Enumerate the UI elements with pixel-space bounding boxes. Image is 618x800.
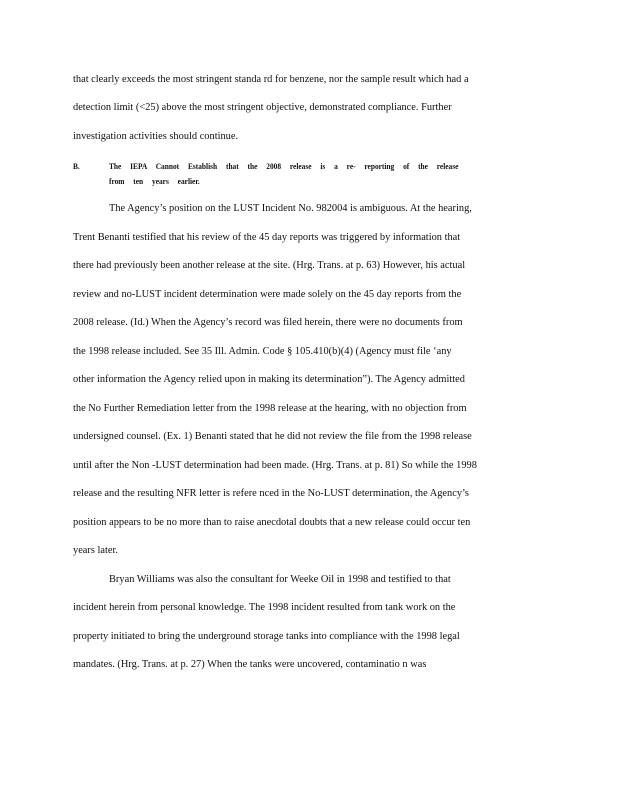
- paragraph-3-line: mandates. (Hrg. Trans. at p. 27) When the tanks were uncovered, contaminatio n was: [73, 659, 427, 670]
- paragraph-2-line: Trent Benanti testified that his review of the 45 day reports was triggered by information that: [73, 232, 461, 243]
- paragraph-2-line: until after the Non -LUST determination had been made. (Hrg. Trans. at p. 81) So while the 1998: [73, 460, 477, 471]
- paragraph-2-line: the 1998 release included. See 35 Ill. Admin. Code § 105.410(b)(4) (Agency must file ‘any: [73, 346, 452, 357]
- paragraph-2-line: other information the Agency relied upon in making its determination”). The Agency admitted: [73, 374, 465, 385]
- section-b-label: B.: [73, 161, 80, 172]
- paragraph-2-line: 2008 release. (Id.) When the Agency’s record was filed herein, there were no documents from: [73, 317, 463, 328]
- section-b-heading: [73, 160, 543, 173]
- paragraph-3-line: incident herein from personal knowledge. The 1998 incident resulted from tank work on the: [73, 602, 456, 613]
- paragraph-1-line: detection limit (<25) above the most stringent objective, demonstrated compliance. Further: [73, 102, 452, 113]
- paragraph-2-line: position appears to be no more than to raise anecdotal doubts that a new release could occur ten: [73, 517, 471, 528]
- section-b-heading-line-1: The IEPA Cannot Establish that the 2008 release is a re- reporting of the release: [109, 161, 459, 172]
- section-b-heading-line-2: from ten years earlier.: [109, 176, 200, 187]
- paragraph-3-line: property initiated to bring the underground storage tanks into compliance with the 1998 legal: [73, 631, 460, 642]
- paragraph-2-line: review and no-LUST incident determination were made solely on the 45 day reports from the: [73, 289, 462, 300]
- paragraph-2-line: years later.: [73, 545, 119, 556]
- paragraph-2-line: The Agency’s position on the LUST Incident No. 982004 is ambiguous. At the hearing,: [109, 203, 472, 214]
- paragraph-2-line: there had previously been another release at the site. (Hrg. Trans. at p. 63) However, his actual: [73, 260, 466, 271]
- paragraph-1-line: that clearly exceeds the most stringent standa rd for benzene, nor the sample result which had a: [73, 74, 469, 85]
- paragraph-3-line: Bryan Williams was also the consultant for Weeke Oil in 1998 and testified to that: [109, 574, 451, 585]
- paragraph-2-line: the No Further Remediation letter from the 1998 release at the hearing, with no objection from: [73, 403, 467, 414]
- paragraph-2-line: undersigned counsel. (Ex. 1) Benanti stated that he did not review the file from the 1998 release: [73, 431, 472, 442]
- paragraph-2-line: release and the resulting NFR letter is refere nced in the No-LUST determination, the Agency’s: [73, 488, 469, 499]
- paragraph-1-line: investigation activities should continue.: [73, 131, 239, 142]
